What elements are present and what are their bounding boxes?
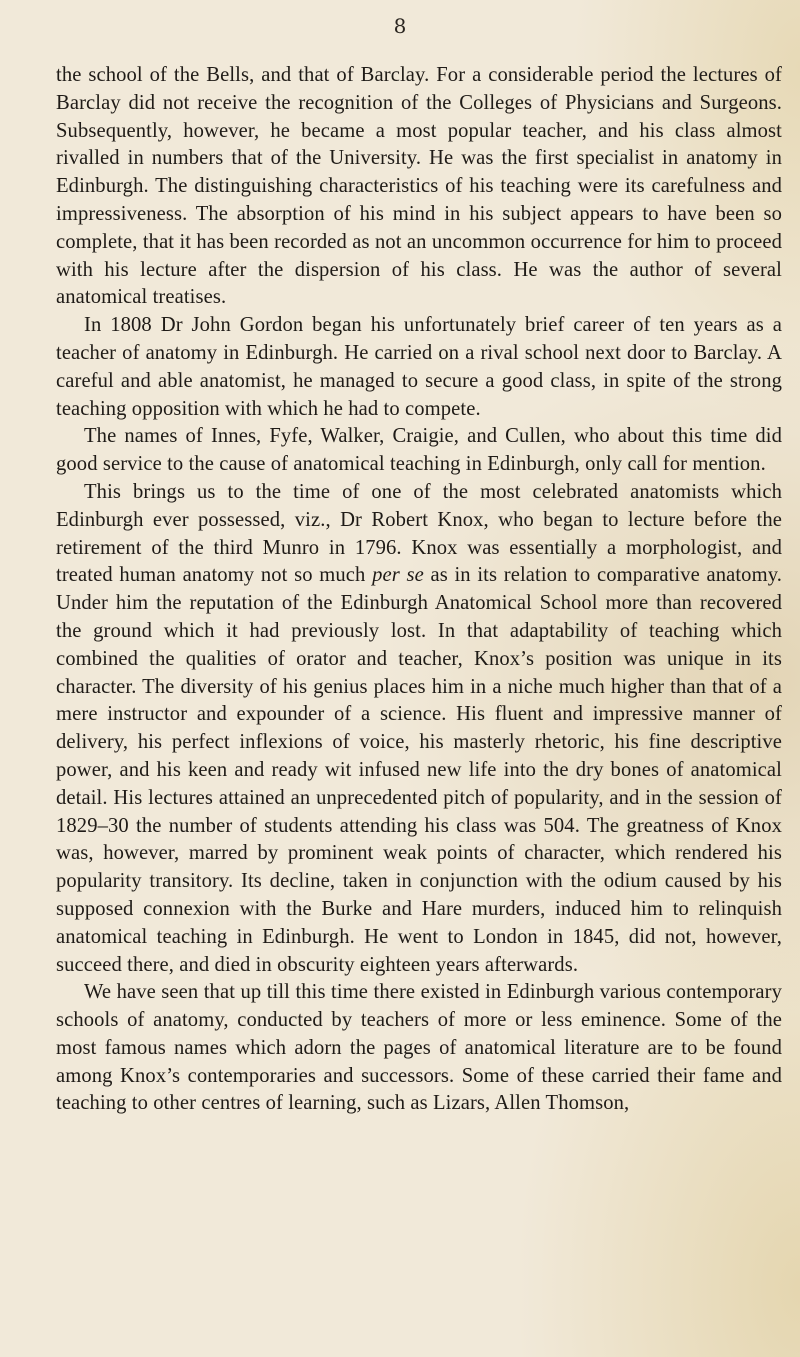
paragraph-knox-part2: as in its relation to comparative anatomy. Under him the reputation of the Edinburgh Anatomical School more than recovered the ground which it had previously lost. In that adaptability of teaching which combined the qualities of orator and teacher, Knox’s position was unique in its character. The diversity of his genius places him in a niche much higher than that of a mere instructor and expounder of a science. His fluent and impressive manner of delivery, his perfect inflexions of voice, his masterly rhetoric, his fine descriptive power, and his keen and ready wit infused new life into the dry bones of anatomical detail. His lectures attained an unprecedented pitch of popularity, and in the session of 1829–30 the number of students attending his class was 504. The greatness of Knox was, however, marred by prominent weak points of character, which rendered his popularity transitory. Its decline, taken in conjunction with the odium caused by his supposed connexion with the Burke and Hare murders, induced him to relinquish anatomical teaching in Edinburgh. He went to London in 1845, did not, however, succeed there, and died in obscurity eighteen years afterwards.: [56, 564, 783, 976]
paragraph-knox-part1: This brings us to the time of one of the most celebrated anatomists which Edinburgh ever possessed, viz., Dr Robert Knox, who began to lecture before the retirement of the third Munro in 1796. Knox was essentially a morphologist, and treated human anatomy not so much: [56, 480, 782, 587]
paragraph-gordon: In 1808 Dr John Gordon began his unfortunately brief career of ten years as a teacher of anatomy in Edinburgh. He carried on a rival school next door to Barclay. A careful and able anatomist, he managed to secure a good class, in spite of the strong teaching opposition with which he had to compete.: [56, 314, 782, 420]
paragraph-knox-italic: per se: [372, 564, 424, 587]
paragraph-barclay: the school of the Bells, and that of Barclay. For a considerable period the lectures of Barclay did not receive the recognition of the Colleges of Physicians and Surgeons. Subsequently, however, he became a most popular teacher, and his class almost rivalled in numbers that of the University. He was the first specialist in anatomy in Edinburgh. The distinguishing characteristics of his teaching were its carefulness and impressiveness. The absorption of his mind in his subject appears to have been so complete, that it has been recorded as not an uncommon occurrence for him to proceed with his lecture after the dispersion of his class. He was the author of several anatomical treatises.: [56, 64, 782, 309]
page-number: 8: [393, 14, 407, 38]
paragraph-contemporaries: We have seen that up till this time there existed in Edinburgh various contemporary schools of anatomy, conducted by teachers of more or less eminence. Some of the most famous names which adorn the pages of anatomical literature are to be found among Knox’s contemporaries and successors. Some of these carried their fame and teaching to other centres of learning, such as Lizars, Allen Thomson,: [56, 981, 782, 1115]
paragraph-innes-fyfe: The names of Innes, Fyfe, Walker, Craigie, and Cullen, who about this time did good service to the cause of anatomical teaching in Edinburgh, only call for mention.: [56, 425, 782, 476]
paragraph-knox: [56, 479, 782, 979]
page-body: [56, 62, 782, 1118]
